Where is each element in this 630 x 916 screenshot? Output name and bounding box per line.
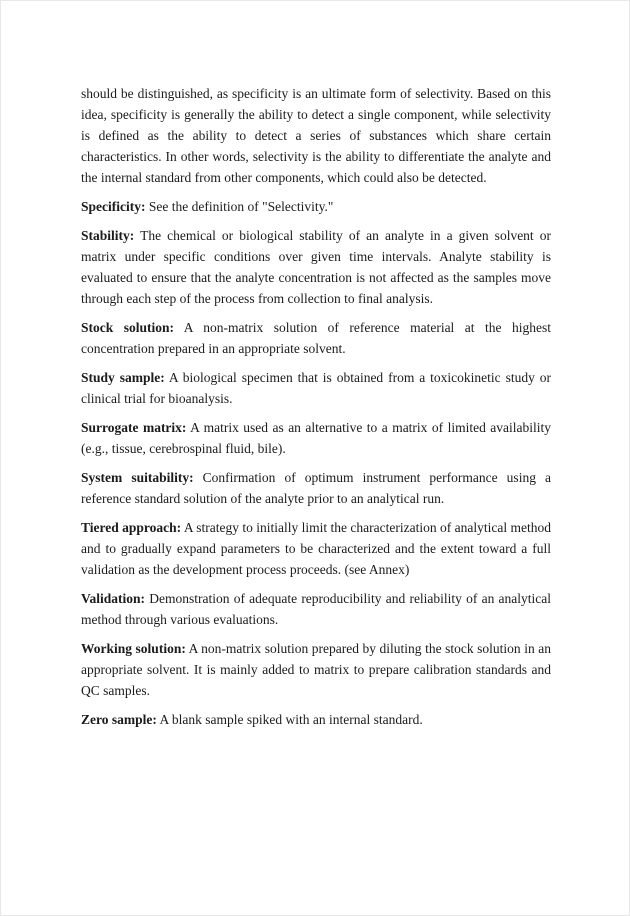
term-label: Study sample: bbox=[81, 370, 165, 385]
glossary-entry-surrogate-matrix bbox=[81, 417, 551, 459]
term-label: Zero sample: bbox=[81, 712, 157, 727]
term-definition: The chemical or biological stability of an analyte in a given solvent or matrix under specific conditions over given time intervals. Analyte stability is evaluated to ensure that the analyte concentration is not affected as the samples move through each step of the process from collection to final analysis. bbox=[81, 228, 551, 306]
term-label: Stability: bbox=[81, 228, 135, 243]
term-definition: Demonstration of adequate reproducibility and reliability of an analytical method through various evaluations. bbox=[81, 591, 552, 627]
glossary-entry-stock-solution bbox=[81, 317, 551, 359]
term-label: Specificity: bbox=[81, 199, 146, 214]
term-definition: Confirmation of optimum instrument performance using a reference standard solution of the analyte prior to an analytical run. bbox=[81, 470, 552, 506]
document-content bbox=[81, 83, 551, 730]
term-label: Surrogate matrix: bbox=[81, 420, 187, 435]
term-label: Validation: bbox=[81, 591, 146, 606]
glossary-entry-tiered-approach bbox=[81, 517, 551, 580]
term-label: Stock solution: bbox=[81, 320, 174, 335]
term-definition: A non-matrix solution of reference material at the highest concentration prepared in an appropriate solvent. bbox=[81, 320, 551, 356]
glossary-entry-zero-sample bbox=[81, 709, 551, 730]
glossary-entry-specificity bbox=[81, 196, 551, 217]
glossary-entry-system-suitability bbox=[81, 467, 551, 509]
glossary-entry-stability bbox=[81, 225, 551, 309]
term-label: Tiered approach: bbox=[81, 520, 182, 535]
term-label: Working solution: bbox=[81, 641, 186, 656]
term-definition: A biological specimen that is obtained from a toxicokinetic study or clinical trial for bioanalysis. bbox=[81, 370, 551, 406]
glossary-entry-working-solution bbox=[81, 638, 551, 701]
glossary-entry-study-sample bbox=[81, 367, 551, 409]
term-definition: See the definition of "Selectivity." bbox=[148, 199, 334, 214]
term-definition: A blank sample spiked with an internal standard. bbox=[159, 712, 423, 727]
term-definition: A non-matrix solution prepared by diluting the stock solution in an appropriate solvent. It is mainly added to matrix to prepare calibration standards and QC samples. bbox=[81, 641, 551, 698]
term-definition: A matrix used as an alternative to a matrix of limited availability (e.g., tissue, cerebrospinal fluid, bile). bbox=[81, 420, 551, 456]
glossary-entry-validation bbox=[81, 588, 551, 630]
term-label: System suitability: bbox=[81, 470, 194, 485]
intro-paragraph: should be distinguished, as specificity is an ultimate form of selectivity. Based on this idea, specificity is generally the ability to detect a single component, while selectivity is defined as the ability to detect a series of substances which share certain characteristics. In other words, selectivity is the ability to differentiate the analyte and the internal standard from other components, which could also be detected. bbox=[81, 86, 551, 185]
term-definition: A strategy to initially limit the characterization of analytical method and to gradually expand parameters to be characterized and the extent toward a full validation as the development process proceeds. (see Annex) bbox=[81, 520, 551, 577]
